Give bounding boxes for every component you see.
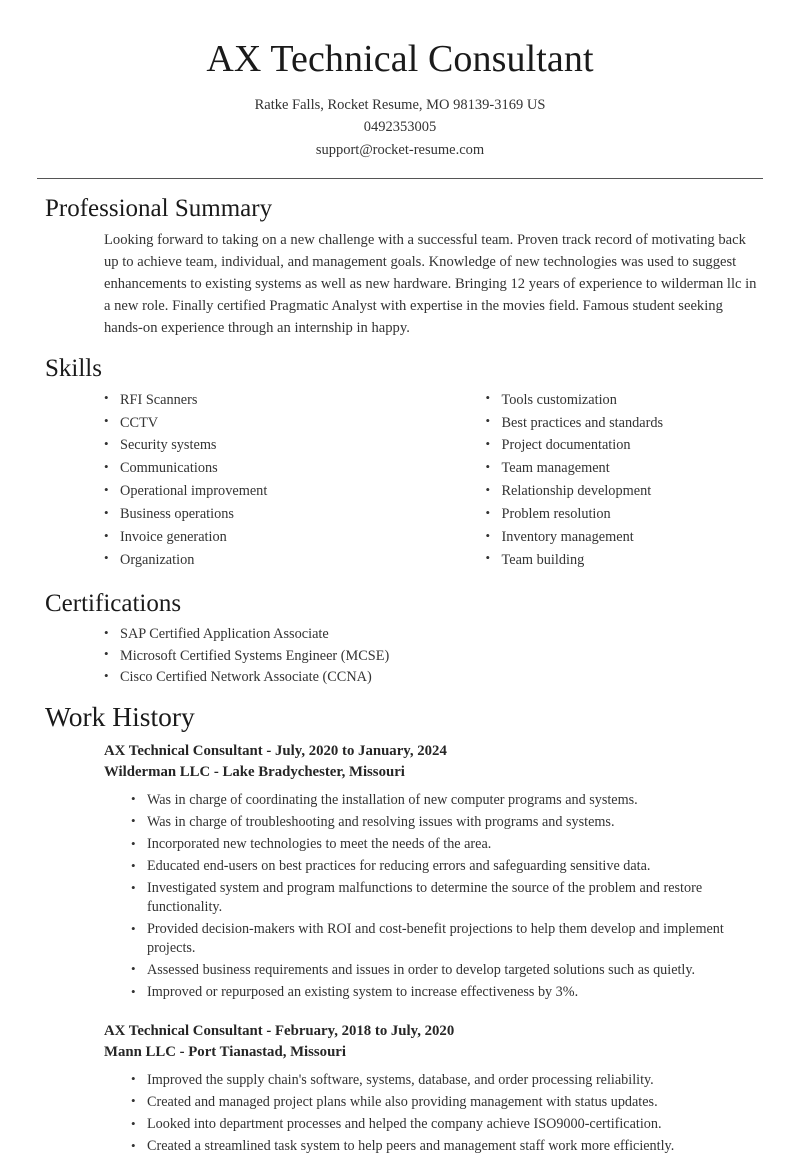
list-item: • Team building [486,551,758,569]
list-item: • Communications [104,459,431,477]
list-item: • Cisco Certified Network Associate (CCNA) [104,668,757,686]
list-item: • Was in charge of coordinating the installation of new computer programs and systems. [131,791,757,810]
skills-columns [37,391,763,574]
list-item: • Project documentation [486,436,758,454]
contact-address: Ratke Falls, Rocket Resume, MO 98139-3169 US [254,96,546,113]
job-bullet-list [131,1071,757,1156]
list-item: • SAP Certified Application Associate [104,625,757,643]
certifications-list [104,625,757,686]
header-divider [37,178,763,179]
list-item: • Problem resolution [486,505,758,523]
list-item: • Looked into department processes and helped the company achieve ISO9000-certification. [131,1115,757,1134]
contact-phone: 0492353005 [363,119,437,136]
list-item: • Educated end-users on best practices for reducing errors and safeguarding sensitive data. [131,857,757,876]
job-company-line: Mann LLC - Port Tianastad, Missouri [104,1043,346,1060]
list-item: • Organization [104,551,431,569]
section-certifications [37,588,763,687]
list-item: • Improved the supply chain's software, systems, database, and order processing reliability. [131,1071,757,1090]
list-item: • CCTV [104,414,431,432]
section-professional-summary [37,193,763,339]
list-item: • Assessed business requirements and issues in order to develop targeted solutions such as quietly. [131,961,757,980]
list-item: • Created a streamlined task system to help peers and management staff work more efficiently. [131,1137,757,1156]
job-company-line: Wilderman LLC - Lake Bradychester, Missouri [104,763,405,780]
page-title: AX Technical Consultant [206,38,594,80]
skills-list-left [104,391,431,570]
list-item: • Operational improvement [104,482,431,500]
job-responsibilities [104,1071,757,1156]
list-item: • Microsoft Certified Systems Engineer (MCSE) [104,647,757,665]
list-item: • Business operations [104,505,431,523]
job-title-line: AX Technical Consultant - July, 2020 to January, 2024 [104,742,447,759]
list-item: • Tools customization [486,391,758,409]
resume-header [37,0,763,179]
contact-email: support@rocket-resume.com [315,141,485,158]
list-item: • Invoice generation [104,528,431,546]
list-item: • Created and managed project plans while also providing management with status updates. [131,1093,757,1112]
skills-column-right [431,391,758,574]
section-heading-work-history: Work History [45,701,195,733]
list-item: • RFI Scanners [104,391,431,409]
section-skills [37,353,763,573]
section-heading-summary: Professional Summary [45,195,273,223]
list-item: • Relationship development [486,482,758,500]
work-history-entry [37,1021,763,1156]
section-work-history [37,700,763,1156]
section-heading-certifications: Certifications [45,589,182,617]
job-bullet-list [131,791,757,1002]
list-item: • Incorporated new technologies to meet the needs of the area. [131,835,757,854]
contact-block [37,94,763,161]
list-item: • Security systems [104,436,431,454]
list-item: • Provided decision-makers with ROI and cost-benefit projections to help them develop and implement projects. [131,920,757,957]
summary-body [37,230,763,339]
skills-column-left [104,391,431,574]
job-responsibilities [104,791,757,1002]
list-item: • Improved or repurposed an existing system to increase effectiveness by 3%. [131,983,757,1002]
list-item: • Investigated system and program malfunctions to determine the source of the problem and restore functionality. [131,879,757,916]
work-history-entry [37,741,763,1002]
certifications-body [37,625,763,686]
list-item: • Best practices and standards [486,414,758,432]
section-heading-skills: Skills [45,355,102,383]
list-item: • Inventory management [486,528,758,546]
skills-list-right [486,391,758,570]
list-item: • Team management [486,459,758,477]
job-title-line: AX Technical Consultant - February, 2018 to July, 2020 [104,1022,455,1039]
summary-paragraph: Looking forward to taking on a new challenge with a successful team. Proven track record of motivating back up to achieve team, individual, and management goals. Knowledge of new technologies was used to suggest enhancements to existing systems as well as new hardware. Bringing 12 years of experience to wilderman llc in a new role. Finally certified Pragmatic Analyst with expertise in the movies field. Famous student seeking hands-on experience through an internship in happy. [104,232,757,336]
list-item: • Was in charge of troubleshooting and resolving issues with programs and systems. [131,813,757,832]
